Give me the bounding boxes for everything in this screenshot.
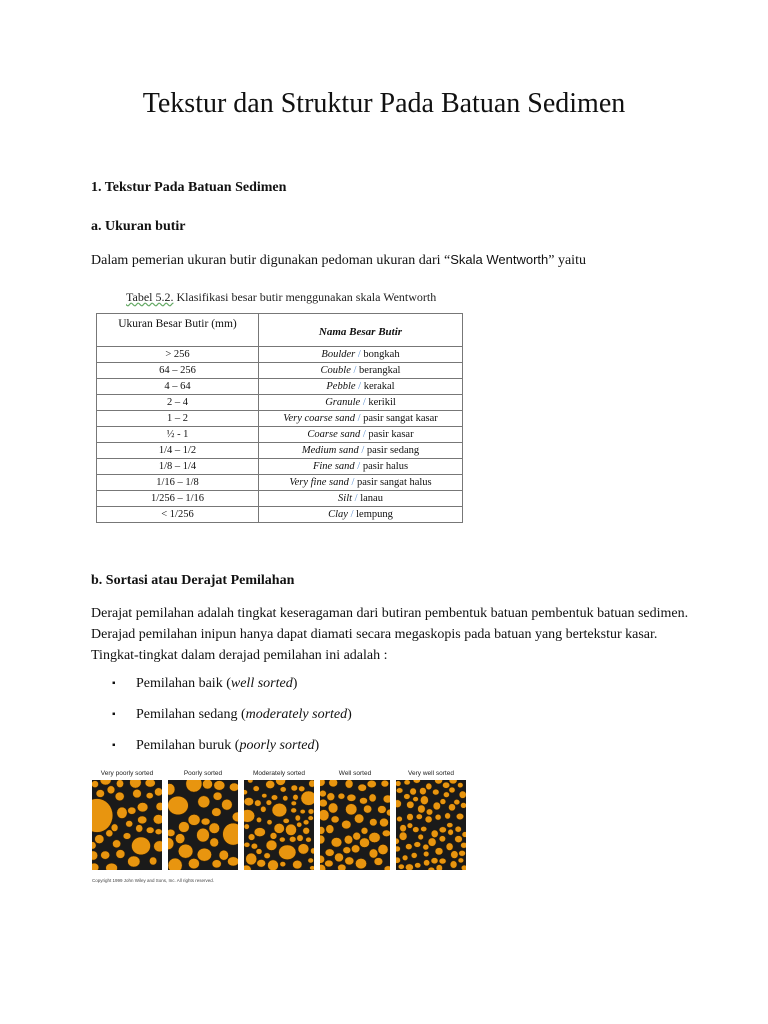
sorting-texture-panel bbox=[168, 780, 238, 870]
grain-name-cell bbox=[259, 475, 463, 491]
grain-name-indonesian: bongkah bbox=[363, 348, 400, 360]
grain-name-indonesian: berangkal bbox=[359, 364, 401, 376]
table-caption-text: Klasifikasi besar butir menggunakan skala Wentworth bbox=[173, 290, 437, 304]
sorting-list-item bbox=[112, 706, 352, 737]
sorting-term: Pemilahan buruk bbox=[136, 738, 232, 753]
table-row bbox=[97, 395, 463, 411]
grain-name-english: Couble bbox=[320, 364, 351, 376]
bullet-icon: ▪ bbox=[112, 678, 116, 689]
name-separator: / bbox=[360, 428, 369, 440]
sorting-texture-panel bbox=[244, 780, 314, 870]
name-separator: / bbox=[360, 396, 369, 408]
grain-name-english: Very fine sand bbox=[289, 476, 349, 488]
table-row bbox=[97, 427, 463, 443]
wentworth-table bbox=[96, 313, 463, 523]
grain-name-indonesian: pasir sangat kasar bbox=[363, 412, 438, 424]
grain-size-cell: 1/4 – 1/2 bbox=[97, 443, 259, 459]
paren-close: ) bbox=[314, 738, 320, 753]
name-separator: / bbox=[355, 380, 364, 392]
sorting-texture-panel bbox=[92, 780, 162, 870]
grain-size-cell: 2 – 4 bbox=[97, 395, 259, 411]
grain-name-indonesian: pasir sangat halus bbox=[357, 476, 432, 488]
grain-name-indonesian: lempung bbox=[356, 508, 393, 520]
grain-size-cell: 4 – 64 bbox=[97, 379, 259, 395]
table-row bbox=[97, 491, 463, 507]
paren-open: ( bbox=[231, 738, 240, 753]
bullet-icon: ▪ bbox=[112, 709, 116, 720]
grain-name-cell bbox=[259, 347, 463, 363]
grain-name-cell bbox=[259, 443, 463, 459]
grain-size-cell: < 1/256 bbox=[97, 507, 259, 523]
grain-name-cell bbox=[259, 395, 463, 411]
grain-name-english: Medium sand bbox=[301, 444, 359, 456]
name-separator: / bbox=[358, 444, 367, 456]
table-body bbox=[97, 347, 463, 523]
sorting-term-english: well sorted bbox=[230, 676, 293, 691]
sorting-figure bbox=[92, 770, 466, 890]
sorting-term: Pemilahan baik bbox=[136, 676, 223, 691]
figure-panel-label: Moderately sorted bbox=[252, 770, 306, 777]
name-separator: / bbox=[347, 508, 357, 520]
grain-name-indonesian: pasir sedang bbox=[366, 444, 420, 456]
paren-close: ) bbox=[347, 707, 352, 722]
figure-panel-label: Poorly sorted bbox=[183, 770, 223, 777]
grain-name-cell bbox=[259, 507, 463, 523]
grain-name-indonesian: pasir kasar bbox=[368, 428, 414, 440]
table-caption-label: Tabel 5.2. bbox=[126, 290, 174, 304]
sorting-term-english: poorly sorted bbox=[239, 738, 315, 753]
name-separator: / bbox=[355, 348, 364, 360]
table-row bbox=[97, 475, 463, 491]
table-row bbox=[97, 507, 463, 523]
table-caption bbox=[126, 290, 436, 305]
table-row bbox=[97, 347, 463, 363]
grain-name-cell bbox=[259, 427, 463, 443]
paragraph-wentworth-intro bbox=[91, 249, 586, 271]
table-row bbox=[97, 379, 463, 395]
name-separator: / bbox=[348, 476, 357, 488]
grain-name-english: Silt bbox=[338, 492, 353, 504]
paragraph-sorting: Derajat pemilahan adalah tingkat keseragaman dari butiran pembentuk batuan pembentuk batuan sedimen. Derajad pemilahan inipun hanya dapat diamati secara megaskopis pada batuan yang bertekstur kasar. Tingkat-tingkat dalam derajad pemilahan ini adalah : bbox=[91, 606, 689, 663]
bullet-icon: ▪ bbox=[112, 740, 116, 751]
grain-name-cell bbox=[259, 363, 463, 379]
figure-panel-label: Very well sorted bbox=[408, 770, 454, 777]
grain-name-cell bbox=[259, 379, 463, 395]
grain-size-cell: > 256 bbox=[97, 347, 259, 363]
grain-size-cell: 1/256 – 1/16 bbox=[97, 491, 259, 507]
paren-open: ( bbox=[237, 707, 246, 722]
table-row bbox=[97, 459, 463, 475]
grain-name-indonesian: pasir halus bbox=[362, 460, 409, 472]
grain-size-cell: 1/8 – 1/4 bbox=[97, 459, 259, 475]
para1-pre: Dalam pemerian ukuran butir digunakan pedoman ukuran dari “ bbox=[91, 253, 451, 268]
grain-name-cell bbox=[259, 491, 463, 507]
grain-size-cell: 1/16 – 1/8 bbox=[97, 475, 259, 491]
table-header-row bbox=[97, 314, 463, 347]
grain-size-cell: 64 – 256 bbox=[97, 363, 259, 379]
sorting-list-item bbox=[112, 737, 352, 768]
sorting-term: Pemilahan sedang bbox=[136, 707, 238, 722]
grain-name-english: Fine sand bbox=[312, 460, 355, 472]
table-row bbox=[97, 363, 463, 379]
grain-name-cell bbox=[259, 411, 463, 427]
name-separator: / bbox=[350, 364, 360, 376]
table-header-name: Nama Besar Butir bbox=[259, 314, 463, 347]
subheading-sorting: b. Sortasi atau Derajat Pemilahan bbox=[91, 573, 295, 588]
grain-name-english: Clay bbox=[328, 508, 348, 520]
para1-post: ” yaitu bbox=[548, 253, 586, 268]
grain-name-english: Boulder bbox=[321, 348, 356, 360]
figure-copyright: Copyright 1999 John Wiley and Sons, Inc. All rights reserved. bbox=[92, 878, 215, 883]
paren-open: ( bbox=[222, 676, 231, 691]
table-header-size: Ukuran Besar Butir (mm) bbox=[97, 314, 259, 347]
paren-close: ) bbox=[292, 676, 298, 691]
subheading-grain-size: a. Ukuran butir bbox=[91, 219, 186, 234]
grain-name-english: Pebble bbox=[326, 380, 356, 392]
sorting-texture-panel bbox=[396, 780, 466, 870]
sorting-list-item bbox=[112, 675, 352, 706]
name-separator: / bbox=[352, 492, 361, 504]
name-separator: / bbox=[354, 460, 363, 472]
sorting-texture-panel bbox=[320, 780, 390, 870]
grain-name-indonesian: kerikil bbox=[368, 396, 396, 408]
section-heading-texture: 1. Tekstur Pada Batuan Sedimen bbox=[91, 180, 287, 195]
grain-name-english: Coarse sand bbox=[307, 428, 361, 440]
figure-panel-label: Very poorly sorted bbox=[100, 770, 154, 777]
page-title: Tekstur dan Struktur Pada Batuan Sedimen bbox=[142, 88, 626, 119]
table-row bbox=[97, 411, 463, 427]
sorting-term-english: moderately sorted bbox=[245, 707, 348, 722]
figure-panel-label: Well sorted bbox=[338, 770, 372, 777]
grain-name-english: Granule bbox=[325, 396, 361, 408]
grain-size-cell: ½ - 1 bbox=[97, 427, 259, 443]
sorting-list bbox=[112, 675, 352, 768]
grain-name-english: Very coarse sand bbox=[283, 412, 355, 424]
grain-name-indonesian: lanau bbox=[360, 492, 383, 504]
wentworth-scale-name: Skala Wentworth bbox=[450, 252, 549, 267]
grain-size-cell: 1 – 2 bbox=[97, 411, 259, 427]
grain-name-indonesian: kerakal bbox=[363, 380, 395, 392]
table-row bbox=[97, 443, 463, 459]
name-separator: / bbox=[354, 412, 364, 424]
grain-name-cell bbox=[259, 459, 463, 475]
